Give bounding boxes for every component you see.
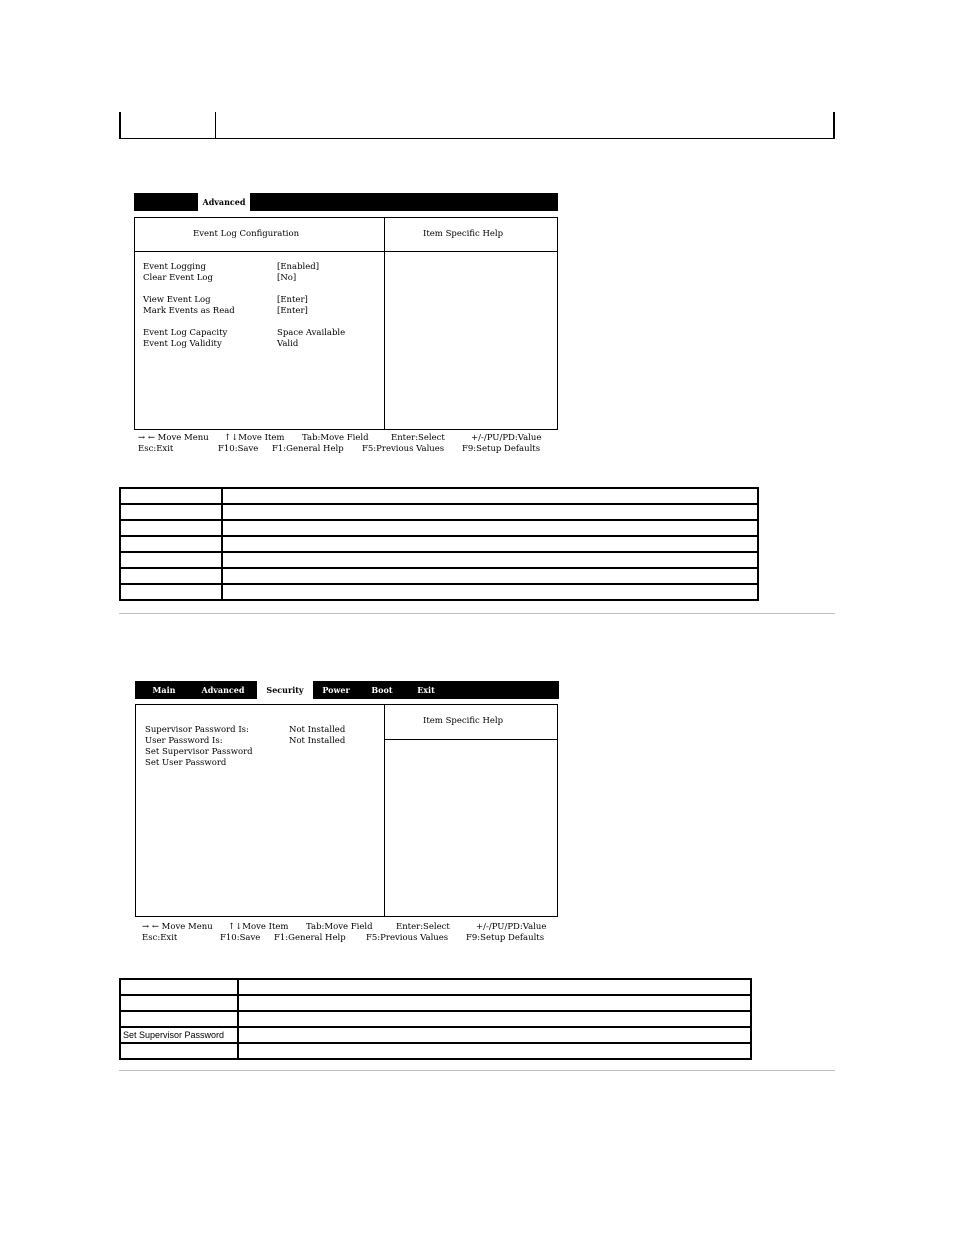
setting-label-log-capacity: Event Log Capacity	[143, 328, 228, 338]
section-divider	[119, 613, 835, 614]
setting-set-user-password[interactable]: Set User Password	[145, 758, 227, 768]
table-row	[120, 536, 758, 552]
table-row	[120, 995, 751, 1011]
key-f5: F5:Previous Values	[366, 933, 449, 943]
table-row	[120, 520, 758, 536]
key-f5: F5:Previous Values	[362, 444, 445, 454]
key-f1: F1:General Help	[274, 933, 346, 943]
event-log-menu-bar	[134, 193, 558, 211]
key-value: +/-/PU/PD:Value	[476, 922, 547, 932]
security-options-table	[119, 978, 752, 1060]
security-footer	[142, 922, 562, 946]
key-move-menu: → ← Move Menu	[142, 922, 213, 932]
key-esc: Esc:Exit	[138, 444, 174, 454]
setting-label-supervisor-status: Supervisor Password Is:	[145, 725, 249, 735]
key-tab: Tab:Move Field	[302, 433, 369, 443]
key-move-menu: → ← Move Menu	[138, 433, 209, 443]
table-row	[120, 488, 758, 504]
setting-value-supervisor-status: Not Installed	[289, 725, 346, 735]
key-move-item: ↑↓Move Item	[224, 433, 285, 443]
event-log-footer	[138, 433, 558, 457]
setting-label-view-event-log[interactable]: View Event Log	[143, 295, 211, 305]
key-enter: Enter:Select	[391, 433, 445, 443]
setting-value-user-status: Not Installed	[289, 736, 346, 746]
tab-boot[interactable]: Boot	[371, 685, 393, 695]
key-esc: Esc:Exit	[142, 933, 178, 943]
key-f9: F9:Setup Defaults	[466, 933, 545, 943]
key-enter: Enter:Select	[396, 922, 450, 932]
key-f1: F1:General Help	[272, 444, 344, 454]
section-divider	[119, 1070, 835, 1071]
table-row	[120, 1043, 751, 1059]
setting-label-event-logging[interactable]: Event Logging	[143, 262, 206, 272]
key-value: +/-/PU/PD:Value	[471, 433, 542, 443]
table-row	[120, 552, 758, 568]
key-f9: F9:Setup Defaults	[462, 444, 541, 454]
setting-label-log-validity: Event Log Validity	[143, 339, 222, 349]
key-f10: F10:Save	[218, 444, 259, 454]
setting-label-clear-event-log[interactable]: Clear Event Log	[143, 273, 213, 283]
tab-main[interactable]: Main	[152, 685, 176, 695]
event-log-options-table	[119, 487, 759, 601]
setting-value-event-logging[interactable]: [Enabled]	[277, 262, 320, 272]
tab-exit[interactable]: Exit	[417, 685, 435, 695]
panel-divider	[384, 705, 385, 916]
panel-title-rule	[135, 251, 384, 252]
table-row	[120, 979, 751, 995]
top-table-fragment	[119, 112, 835, 139]
tab-power[interactable]: Power	[322, 685, 350, 695]
setting-label-user-status: User Password Is:	[145, 736, 223, 746]
table-row	[120, 1011, 751, 1027]
security-panel	[135, 704, 558, 917]
table-row	[120, 1027, 751, 1043]
table-row	[120, 504, 758, 520]
security-menu-bar	[135, 681, 559, 699]
setting-set-supervisor-password[interactable]: Set Supervisor Password	[145, 747, 253, 757]
setting-value-log-capacity: Space Available	[277, 328, 346, 338]
setting-label-mark-events[interactable]: Mark Events as Read	[143, 306, 235, 316]
table-row	[120, 584, 758, 600]
key-f10: F10:Save	[220, 933, 261, 943]
help-title: Item Specific Help	[423, 716, 504, 726]
table-row	[120, 568, 758, 584]
key-move-item: ↑↓Move Item	[228, 922, 289, 932]
top-table-divider	[215, 112, 216, 138]
setting-value-log-validity: Valid	[277, 339, 299, 349]
event-log-panel	[134, 217, 558, 430]
tab-security[interactable]: Security	[257, 681, 313, 699]
panel-divider	[384, 218, 385, 429]
help-title-rule	[384, 739, 558, 740]
setting-value-mark-events[interactable]: [Enter]	[277, 306, 308, 316]
setting-value-view-event-log[interactable]: [Enter]	[277, 295, 308, 305]
tab-advanced[interactable]: Advanced	[201, 685, 245, 695]
panel-title: Event Log Configuration	[193, 229, 300, 239]
help-title-rule	[384, 251, 558, 252]
help-title: Item Specific Help	[423, 229, 504, 239]
table-cell-option: Set Supervisor Password	[120, 1027, 238, 1043]
setting-value-clear-event-log[interactable]: [No]	[277, 273, 297, 283]
tab-advanced[interactable]: Advanced	[198, 193, 250, 211]
key-tab: Tab:Move Field	[306, 922, 373, 932]
